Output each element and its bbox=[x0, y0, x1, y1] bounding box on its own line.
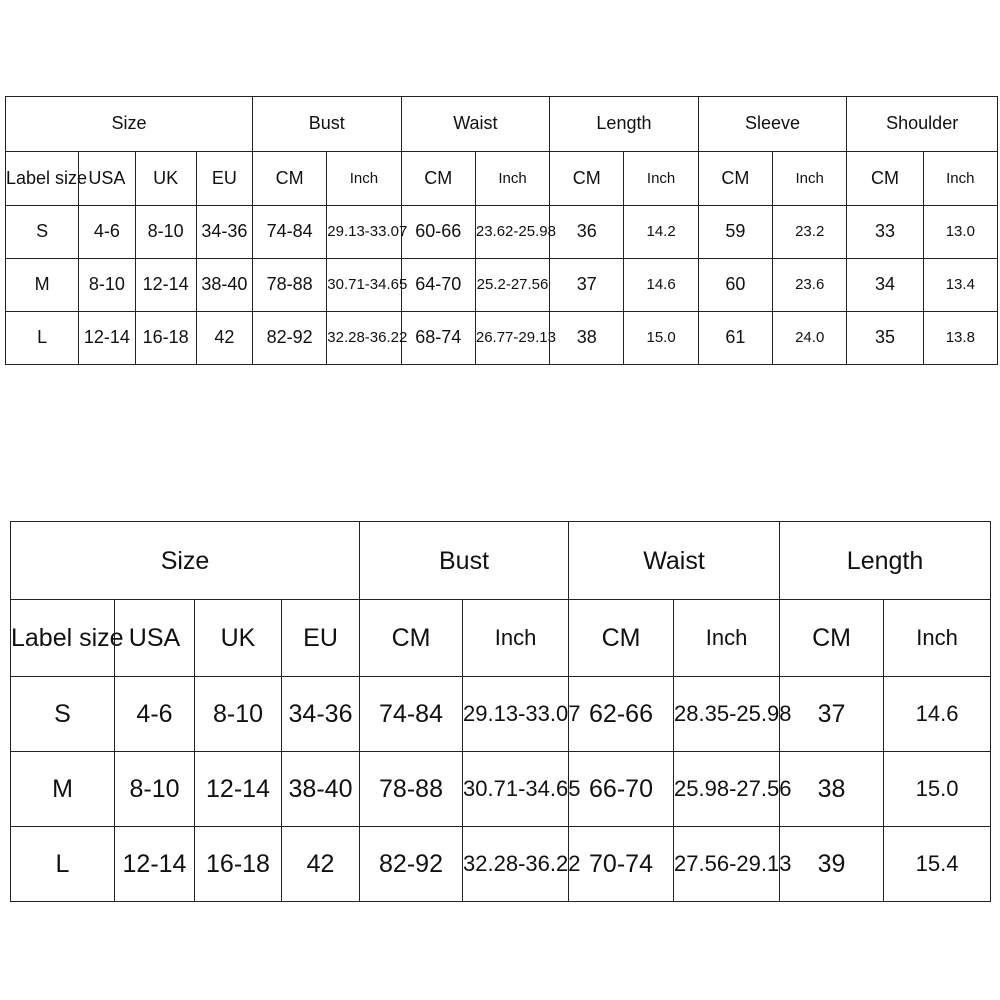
sub-header-uk: UK bbox=[195, 600, 282, 677]
table-cell: 15.0 bbox=[624, 312, 698, 365]
table-cell: 34-36 bbox=[282, 677, 360, 752]
sub-header-eu: EU bbox=[196, 152, 252, 206]
sub-header-bust-cm: CM bbox=[252, 152, 326, 206]
sub-header-bust-inch: Inch bbox=[327, 152, 401, 206]
table-row bbox=[6, 206, 998, 259]
table-cell: 38 bbox=[780, 752, 884, 827]
table-cell: 12-14 bbox=[195, 752, 282, 827]
table-cell: 14.6 bbox=[884, 677, 991, 752]
table-cell: 24.0 bbox=[773, 312, 847, 365]
table-cell: 16-18 bbox=[195, 827, 282, 902]
group-header-length: Length bbox=[550, 97, 699, 152]
table-cell: 25.2-27.56 bbox=[475, 259, 549, 312]
table-cell: 8-10 bbox=[135, 206, 196, 259]
table-cell: 12-14 bbox=[135, 259, 196, 312]
table-cell: 74-84 bbox=[360, 677, 463, 752]
sub-header-waist-cm: CM bbox=[569, 600, 674, 677]
group-header-length: Length bbox=[780, 522, 991, 600]
table-cell: S bbox=[11, 677, 115, 752]
group-header-waist: Waist bbox=[569, 522, 780, 600]
table-cell: 14.6 bbox=[624, 259, 698, 312]
table-cell: 25.98-27.56 bbox=[674, 752, 780, 827]
sub-header-usa: USA bbox=[115, 600, 195, 677]
table-cell: 35 bbox=[847, 312, 923, 365]
table-cell: 14.2 bbox=[624, 206, 698, 259]
table-cell: 30.71-34.65 bbox=[327, 259, 401, 312]
table-cell: 39 bbox=[780, 827, 884, 902]
table-cell: 16-18 bbox=[135, 312, 196, 365]
group-header-row bbox=[6, 97, 998, 152]
table-cell: 38-40 bbox=[282, 752, 360, 827]
table-cell: 38-40 bbox=[196, 259, 252, 312]
table-cell: 4-6 bbox=[79, 206, 135, 259]
table-cell: 15.4 bbox=[884, 827, 991, 902]
table-cell: 36 bbox=[550, 206, 624, 259]
table-cell: 66-70 bbox=[569, 752, 674, 827]
size-chart-table-full bbox=[5, 96, 998, 365]
table-cell: 30.71-34.65 bbox=[463, 752, 569, 827]
table-cell: 70-74 bbox=[569, 827, 674, 902]
table-cell: 60-66 bbox=[401, 206, 475, 259]
sub-header-waist-inch: Inch bbox=[674, 600, 780, 677]
table-cell: 34 bbox=[847, 259, 923, 312]
table-cell: 4-6 bbox=[115, 677, 195, 752]
table-cell: 13.8 bbox=[923, 312, 997, 365]
table-cell: 60 bbox=[698, 259, 772, 312]
sub-header-waist-inch: Inch bbox=[475, 152, 549, 206]
group-header-size: Size bbox=[6, 97, 253, 152]
group-header-size: Size bbox=[11, 522, 360, 600]
table-cell: 38 bbox=[550, 312, 624, 365]
sub-header-length-inch: Inch bbox=[884, 600, 991, 677]
group-header-row bbox=[11, 522, 991, 600]
group-header-waist: Waist bbox=[401, 97, 550, 152]
sub-header-row bbox=[11, 600, 991, 677]
table-cell: 32.28-36.22 bbox=[463, 827, 569, 902]
table-cell: 42 bbox=[282, 827, 360, 902]
sub-header-usa: USA bbox=[79, 152, 135, 206]
table-cell: 23.2 bbox=[773, 206, 847, 259]
group-header-bust: Bust bbox=[252, 97, 401, 152]
table-cell: 59 bbox=[698, 206, 772, 259]
sub-header-length-cm: CM bbox=[780, 600, 884, 677]
table-cell: 42 bbox=[196, 312, 252, 365]
sub-header-shoulder-cm: CM bbox=[847, 152, 923, 206]
table-cell: 32.28-36.22 bbox=[327, 312, 401, 365]
table-cell: 8-10 bbox=[115, 752, 195, 827]
table-cell: M bbox=[6, 259, 79, 312]
table-cell: 78-88 bbox=[360, 752, 463, 827]
table-cell: 37 bbox=[550, 259, 624, 312]
table-cell: 26.77-29.13 bbox=[475, 312, 549, 365]
group-header-bust: Bust bbox=[360, 522, 569, 600]
table-row bbox=[11, 677, 991, 752]
table-cell: 82-92 bbox=[360, 827, 463, 902]
sub-header-label-size: Label size bbox=[11, 600, 115, 677]
sub-header-sleeve-cm: CM bbox=[698, 152, 772, 206]
table-cell: 15.0 bbox=[884, 752, 991, 827]
sub-header-label-size: Label size bbox=[6, 152, 79, 206]
table-cell: 82-92 bbox=[252, 312, 326, 365]
table-cell: 78-88 bbox=[252, 259, 326, 312]
table-cell: 74-84 bbox=[252, 206, 326, 259]
table-cell: 12-14 bbox=[115, 827, 195, 902]
table-cell: 33 bbox=[847, 206, 923, 259]
table-cell: 61 bbox=[698, 312, 772, 365]
table-cell: 29.13-33.07 bbox=[463, 677, 569, 752]
sub-header-uk: UK bbox=[135, 152, 196, 206]
table-cell: S bbox=[6, 206, 79, 259]
table-row bbox=[6, 312, 998, 365]
table-cell: 37 bbox=[780, 677, 884, 752]
table-cell: 27.56-29.13 bbox=[674, 827, 780, 902]
sub-header-row bbox=[6, 152, 998, 206]
table-cell: 8-10 bbox=[79, 259, 135, 312]
table-cell: 13.0 bbox=[923, 206, 997, 259]
table-cell: 34-36 bbox=[196, 206, 252, 259]
sub-header-length-inch: Inch bbox=[624, 152, 698, 206]
table-cell: 62-66 bbox=[569, 677, 674, 752]
sub-header-shoulder-inch: Inch bbox=[923, 152, 997, 206]
table-cell: 28.35-25.98 bbox=[674, 677, 780, 752]
group-header-shoulder: Shoulder bbox=[847, 97, 998, 152]
sub-header-bust-cm: CM bbox=[360, 600, 463, 677]
table-cell: 23.6 bbox=[773, 259, 847, 312]
table-row bbox=[11, 827, 991, 902]
group-header-sleeve: Sleeve bbox=[698, 97, 847, 152]
table-cell: 29.13-33.07 bbox=[327, 206, 401, 259]
sub-header-sleeve-inch: Inch bbox=[773, 152, 847, 206]
sub-header-bust-inch: Inch bbox=[463, 600, 569, 677]
sub-header-waist-cm: CM bbox=[401, 152, 475, 206]
table-cell: 64-70 bbox=[401, 259, 475, 312]
size-chart-table-short bbox=[10, 521, 991, 902]
sub-header-eu: EU bbox=[282, 600, 360, 677]
table-row bbox=[6, 259, 998, 312]
table-cell: L bbox=[11, 827, 115, 902]
table-cell: L bbox=[6, 312, 79, 365]
table-cell: 8-10 bbox=[195, 677, 282, 752]
table-cell: 23.62-25.98 bbox=[475, 206, 549, 259]
table-cell: 13.4 bbox=[923, 259, 997, 312]
table-cell: 12-14 bbox=[79, 312, 135, 365]
table-cell: 68-74 bbox=[401, 312, 475, 365]
sub-header-length-cm: CM bbox=[550, 152, 624, 206]
table-cell: M bbox=[11, 752, 115, 827]
table-row bbox=[11, 752, 991, 827]
